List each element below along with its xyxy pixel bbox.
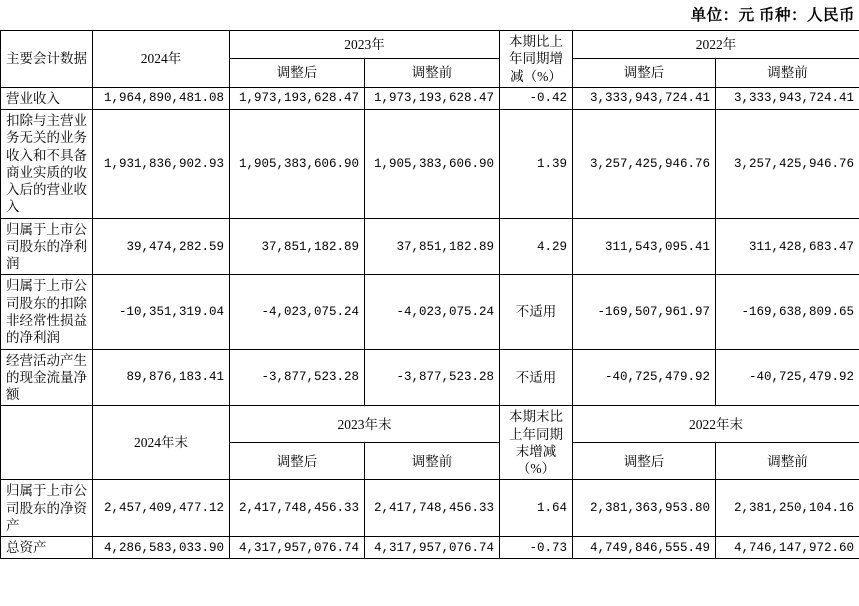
header-row-label: 主要会计数据 [1, 31, 93, 88]
cell-change: 不适用 [500, 275, 573, 349]
header-row-label-2 [1, 406, 93, 480]
cell-2022-before: -40,725,479.92 [716, 349, 859, 406]
row-label: 归属于上市公司股东的净资产 [1, 480, 93, 537]
table-header-row-group [1, 31, 859, 59]
cell-2023-end-before: 2,417,748,456.33 [365, 480, 500, 537]
cell-change: 不适用 [500, 349, 573, 406]
table-row [1, 110, 859, 219]
cell-2022-adjusted: 311,543,095.41 [573, 218, 716, 275]
header-2024-end: 2024年末 [93, 406, 230, 480]
row-label: 归属于上市公司股东的扣除非经常性损益的净利润 [1, 275, 93, 349]
table-row [1, 218, 859, 275]
cell-change: 4.29 [500, 218, 573, 275]
cell-2023-adjusted: -3,877,523.28 [230, 349, 365, 406]
cell-2023-before: 1,973,193,628.47 [365, 87, 500, 109]
header-2022-end-group: 2022年末 [573, 406, 859, 443]
cell-2024-end: 4,286,583,033.90 [93, 537, 230, 559]
header-2024: 2024年 [93, 31, 230, 88]
cell-2023-end-adjusted: 2,417,748,456.33 [230, 480, 365, 537]
main-financial-data-table [0, 30, 859, 559]
header-2023-before: 调整前 [365, 59, 500, 87]
cell-change: 1.39 [500, 110, 573, 219]
cell-2024-end: 2,457,409,477.12 [93, 480, 230, 537]
cell-change: -0.42 [500, 87, 573, 109]
header-2023-end-before: 调整前 [365, 443, 500, 480]
header-2022-end-adjusted: 调整后 [573, 443, 716, 480]
cell-2022-adjusted: 3,333,943,724.41 [573, 87, 716, 109]
table-row [1, 349, 859, 406]
cell-2022-end-before: 2,381,250,104.16 [716, 480, 859, 537]
header-2023-group: 2023年 [230, 31, 500, 59]
table-row [1, 275, 859, 349]
cell-2022-before: -169,638,809.65 [716, 275, 859, 349]
cell-2022-adjusted: 3,257,425,946.76 [573, 110, 716, 219]
header-2022-before: 调整前 [716, 59, 859, 87]
cell-2024: 89,876,183.41 [93, 349, 230, 406]
cell-2024: 1,931,836,902.93 [93, 110, 230, 219]
row-label: 扣除与主营业务无关的业务收入和不具备商业实质的收入后的营业收入 [1, 110, 93, 219]
cell-2023-before: -4,023,075.24 [365, 275, 500, 349]
row-label: 营业收入 [1, 87, 93, 109]
cell-2022-before: 3,333,943,724.41 [716, 87, 859, 109]
row-label: 总资产 [1, 537, 93, 559]
cell-2022-adjusted: -40,725,479.92 [573, 349, 716, 406]
table-header-row-group-2 [1, 406, 859, 443]
cell-2023-adjusted: -4,023,075.24 [230, 275, 365, 349]
header-2022-group: 2022年 [573, 31, 859, 59]
cell-2023-end-before: 4,317,957,076.74 [365, 537, 500, 559]
table-row [1, 537, 859, 559]
cell-2023-before: 1,905,383,606.90 [365, 110, 500, 219]
cell-change: 1.64 [500, 480, 573, 537]
row-label: 归属于上市公司股东的净利润 [1, 218, 93, 275]
cell-2022-end-before: 4,746,147,972.60 [716, 537, 859, 559]
header-2023-end-adjusted: 调整后 [230, 443, 365, 480]
cell-2022-before: 311,428,683.47 [716, 218, 859, 275]
cell-2023-adjusted: 37,851,182.89 [230, 218, 365, 275]
cell-2023-adjusted: 1,905,383,606.90 [230, 110, 365, 219]
cell-2023-adjusted: 1,973,193,628.47 [230, 87, 365, 109]
header-2023-adjusted: 调整后 [230, 59, 365, 87]
cell-2024: 1,964,890,481.08 [93, 87, 230, 109]
table-row [1, 87, 859, 109]
unit-currency-line: 单位：元 币种：人民币 [690, 7, 855, 24]
header-change-pct-2: 本期末比上年同期末增减（%） [500, 406, 573, 480]
cell-2023-before: -3,877,523.28 [365, 349, 500, 406]
cell-2023-end-adjusted: 4,317,957,076.74 [230, 537, 365, 559]
cell-2024: 39,474,282.59 [93, 218, 230, 275]
header-change-pct: 本期比上年同期增减（%） [500, 31, 573, 88]
header-2022-end-before: 调整前 [716, 443, 859, 480]
cell-2022-end-adjusted: 2,381,363,953.80 [573, 480, 716, 537]
cell-2023-before: 37,851,182.89 [365, 218, 500, 275]
cell-2022-end-adjusted: 4,749,846,555.49 [573, 537, 716, 559]
cell-change: -0.73 [500, 537, 573, 559]
table-row [1, 480, 859, 537]
header-2023-end-group: 2023年末 [230, 406, 500, 443]
cell-2022-before: 3,257,425,946.76 [716, 110, 859, 219]
cell-2022-adjusted: -169,507,961.97 [573, 275, 716, 349]
cell-2024: -10,351,319.04 [93, 275, 230, 349]
header-2022-adjusted: 调整后 [573, 59, 716, 87]
row-label: 经营活动产生的现金流量净额 [1, 349, 93, 406]
